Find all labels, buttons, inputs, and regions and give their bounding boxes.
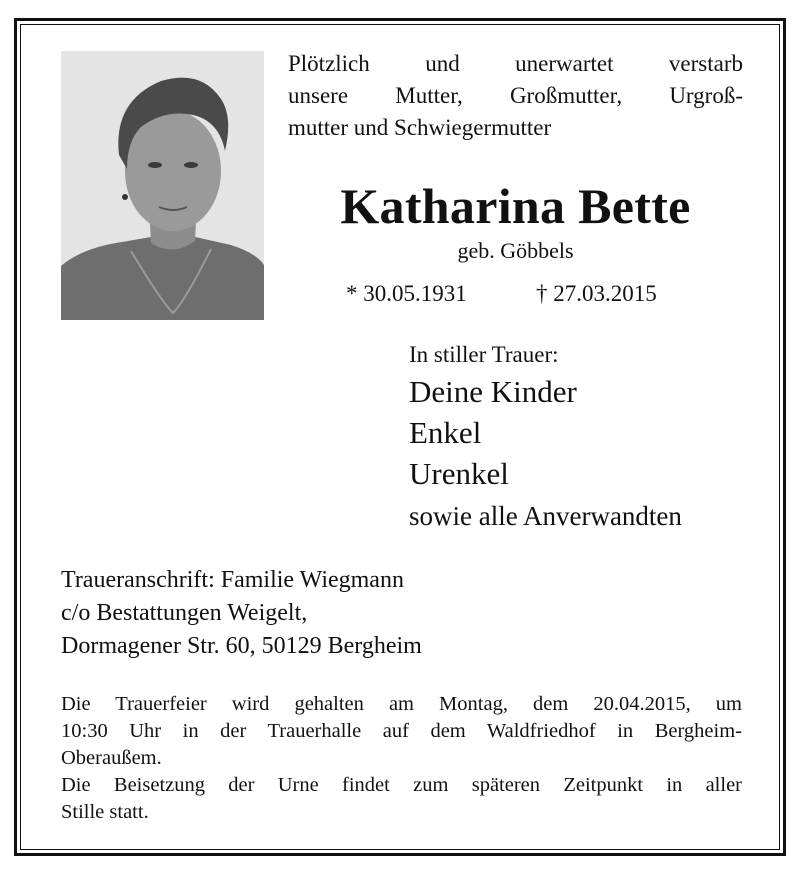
address-line: Dormagener Str. 60, 50129 Bergheim (61, 633, 422, 659)
birth-date: * 30.05.1931 (346, 281, 467, 306)
mourning-address (61, 564, 422, 663)
mourner-grandchildren: Enkel (409, 415, 482, 450)
mourner-children: Deine Kinder (409, 374, 577, 409)
address-line: Traueranschrift: Familie Wiegmann (61, 567, 404, 593)
intro-line: mutter und Schwiegermutter (288, 115, 552, 140)
maiden-name: geb. Göbbels (457, 238, 574, 263)
service-line: Oberaußem. (61, 747, 162, 769)
deceased-name: Katharina Bette (340, 178, 691, 234)
intro-line: unsere Mutter, Großmutter, Urgroß- (288, 83, 743, 108)
mourner-great-grandchildren: Urenkel (409, 456, 509, 491)
intro-line: Plötzlich und unerwartet verstarb (288, 51, 743, 76)
service-line: Stille statt. (61, 801, 149, 823)
service-line: 10:30 Uhr in der Trauerhalle auf dem Waldfriedhof in Bergheim- (61, 720, 742, 742)
portrait-photo (61, 51, 264, 320)
death-date: † 27.03.2015 (536, 281, 657, 306)
mourner-relatives: sowie alle Anverwandten (409, 501, 682, 531)
service-line: Die Beisetzung der Urne findet zum späteren Zeitpunkt in aller (61, 774, 742, 796)
portrait-illustration (61, 51, 264, 320)
mourners-label: In stiller Trauer: (409, 342, 559, 367)
intro-text (288, 48, 743, 144)
service-line: Die Trauerfeier wird gehalten am Montag, dem 20.04.2015, um (61, 693, 742, 715)
funeral-service-text (61, 691, 742, 826)
address-line: c/o Bestattungen Weigelt, (61, 600, 308, 626)
